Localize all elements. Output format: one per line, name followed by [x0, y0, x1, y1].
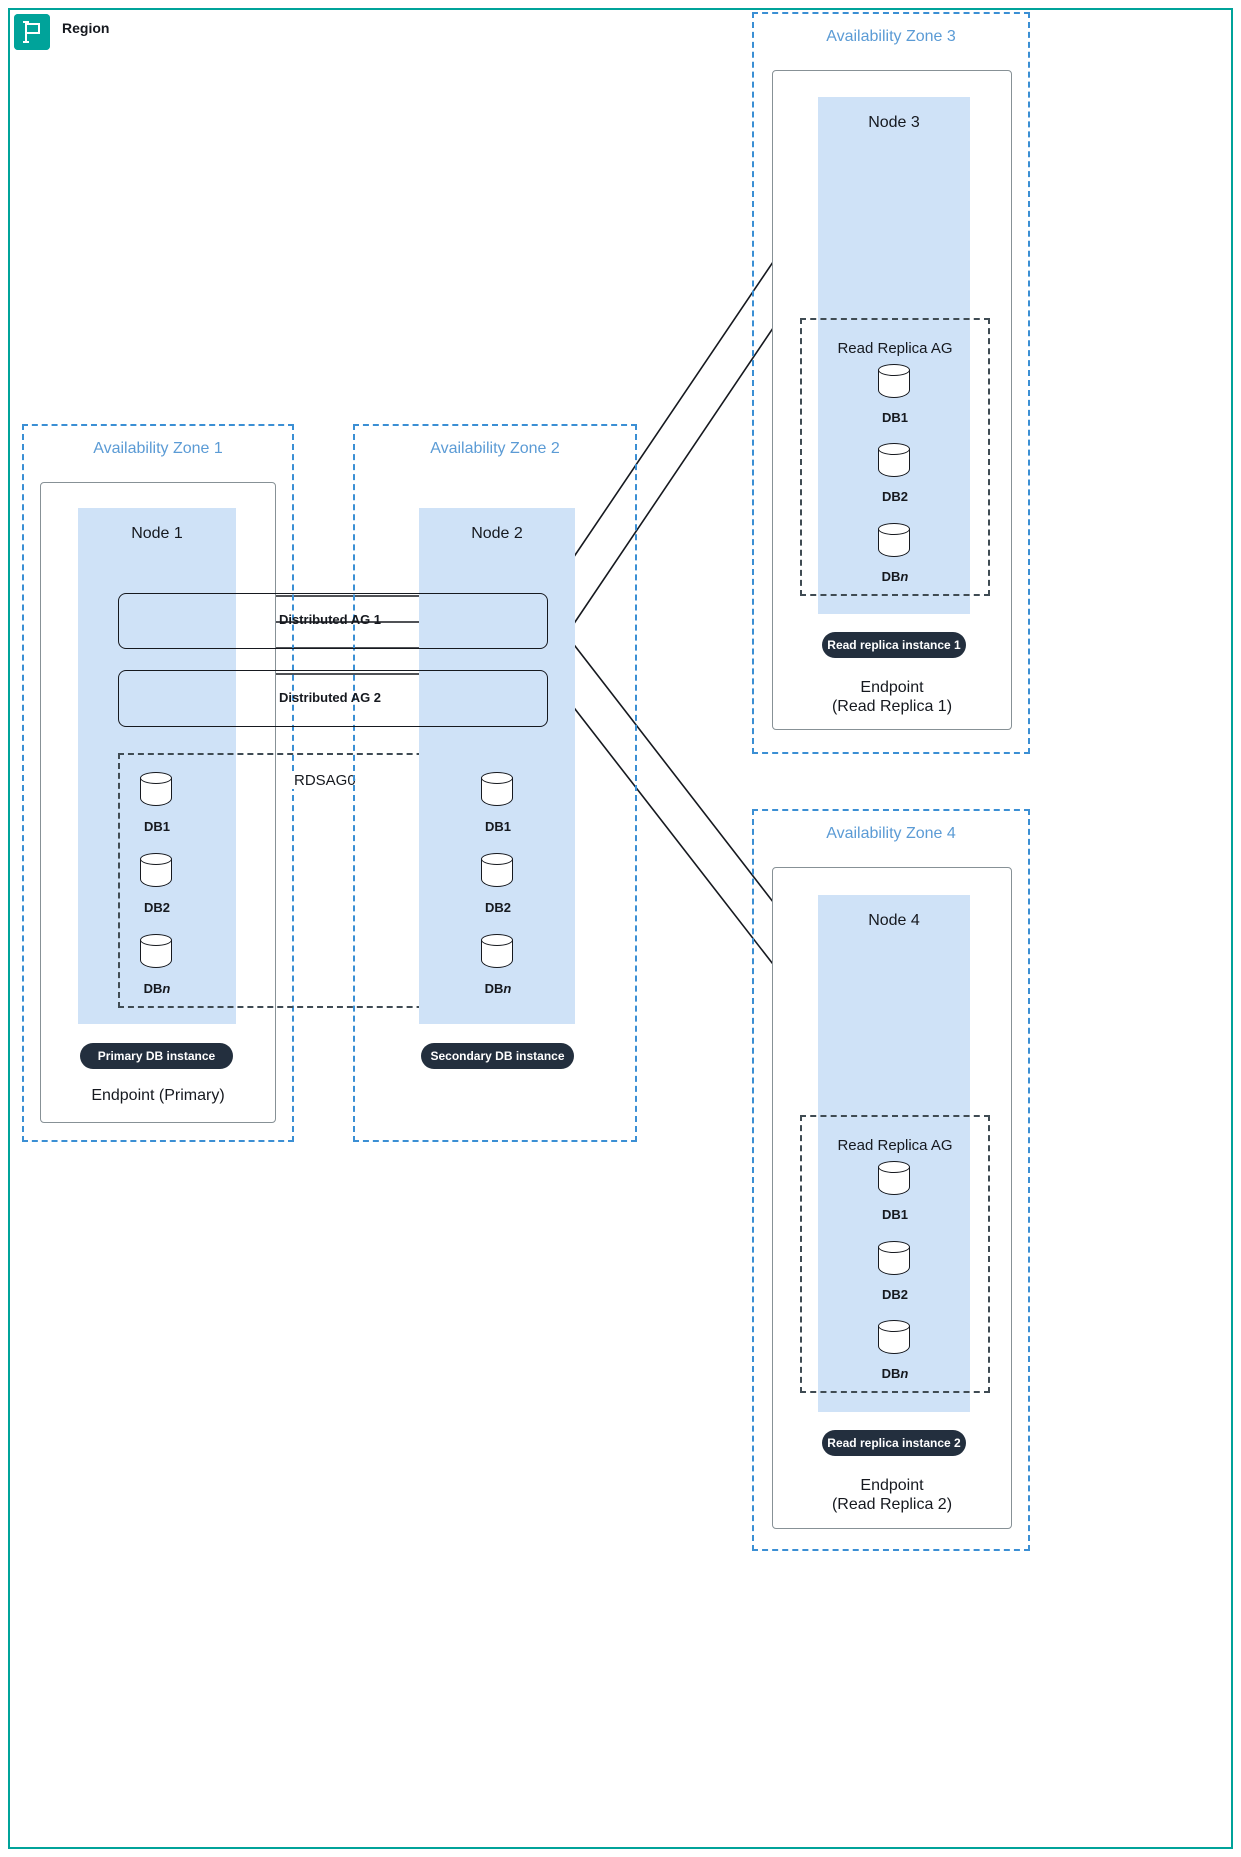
- availability-zone-3-title: Availability Zone 3: [826, 28, 956, 45]
- db-cylinder: [481, 853, 515, 893]
- db-cylinder: [878, 1161, 912, 1201]
- db-cylinder: [481, 934, 515, 974]
- endpoint-read-replica-2-line2: (Read Replica 2): [831, 1496, 953, 1514]
- db-cylinder: [878, 364, 912, 404]
- db-cylinder: [878, 443, 912, 483]
- db-cylinder: [140, 934, 174, 974]
- availability-zone-2-title: Availability Zone 2: [430, 440, 560, 457]
- db-label: DB1: [881, 1207, 908, 1222]
- read-replica-instance-2-pill: Read replica instance 2: [822, 1430, 966, 1456]
- node-2-title: Node 2: [471, 525, 523, 542]
- db-label: DB1: [143, 819, 170, 834]
- db-cylinder: [878, 523, 912, 563]
- region-label: Region: [62, 20, 110, 36]
- db-label: DB2: [881, 1287, 908, 1302]
- db-cylinder: [481, 772, 515, 812]
- endpoint-primary-label: Endpoint (Primary): [91, 1087, 225, 1104]
- db-label: DB1: [881, 410, 908, 425]
- node-1-title: Node 1: [131, 525, 183, 542]
- db-cylinder: [878, 1320, 912, 1360]
- endpoint-read-replica-2-line1: Endpoint: [860, 1477, 924, 1494]
- db-label: DB2: [881, 489, 908, 504]
- node-4-title: Node 4: [868, 912, 920, 929]
- db-cylinder: [878, 1241, 912, 1281]
- db-cylinder: [140, 853, 174, 893]
- availability-zone-1-title: Availability Zone 1: [93, 440, 223, 457]
- endpoint-read-replica-1: [772, 678, 1012, 716]
- db-label: DBn: [881, 569, 909, 584]
- read-replica-ag-1-title: Read Replica AG: [837, 340, 953, 357]
- read-replica-instance-1-pill: Read replica instance 1: [822, 632, 966, 658]
- region-flag-icon: [14, 14, 50, 50]
- endpoint-read-replica-2: [772, 1476, 1012, 1514]
- db-label: DB2: [143, 900, 170, 915]
- endpoint-read-replica-1-line2: (Read Replica 1): [831, 698, 953, 716]
- node-3-title: Node 3: [868, 114, 920, 131]
- distributed-ag-2-label: Distributed AG 2: [278, 690, 382, 705]
- endpoint-read-replica-1-line1: Endpoint: [860, 679, 924, 696]
- db-label: DB1: [484, 819, 511, 834]
- db-label: DBn: [143, 981, 171, 996]
- secondary-db-instance-pill: Secondary DB instance: [421, 1043, 574, 1069]
- read-replica-ag-2-title: Read Replica AG: [837, 1137, 953, 1154]
- rdsag0-label: RDSAG0: [290, 772, 360, 789]
- db-label: DB2: [484, 900, 511, 915]
- distributed-ag-1-label: Distributed AG 1: [278, 612, 382, 627]
- availability-zone-4-title: Availability Zone 4: [826, 825, 956, 842]
- db-label: DBn: [881, 1366, 909, 1381]
- db-label: DBn: [484, 981, 512, 996]
- primary-db-instance-pill: Primary DB instance: [80, 1043, 233, 1069]
- db-cylinder: [140, 772, 174, 812]
